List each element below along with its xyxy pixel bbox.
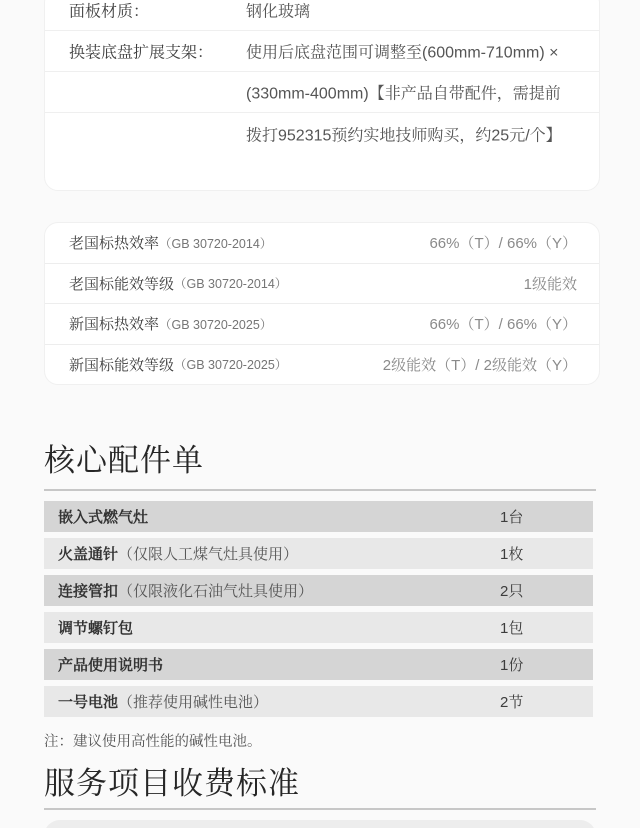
section-title-accessories: 核心配件单 — [44, 443, 204, 478]
spec-value: 拨打952315预约实地技师购买，约25元/个】 — [246, 127, 562, 144]
energy-label: 新国标能效等级 — [69, 356, 175, 374]
accessory-row — [44, 575, 593, 606]
accessory-row — [44, 649, 593, 680]
spec-row — [45, 31, 599, 72]
spec-value: 使用后底盘范围可调整至(600mm-710mm) × — [246, 44, 559, 62]
spec-row — [45, 0, 599, 31]
spec-row — [45, 72, 599, 113]
accessory-name: 调节螺钉包 — [58, 620, 134, 637]
section-divider — [44, 489, 596, 491]
accessory-name: 嵌入式燃气灶 — [58, 509, 149, 526]
energy-label: 新国标热效率 — [69, 316, 160, 334]
spec-card — [44, 0, 600, 191]
accessory-quantity: 1包 — [500, 620, 524, 637]
accessories-footnote: 注：建议使用高性能的碱性电池。 — [44, 734, 262, 750]
accessory-row — [44, 501, 593, 532]
accessory-row — [44, 686, 593, 717]
spec-row — [45, 113, 599, 154]
energy-row — [45, 264, 599, 305]
accessory-name: 连接管扣 — [58, 583, 119, 600]
accessory-quantity: 2节 — [500, 694, 524, 711]
energy-value: 66%（T）/ 66%（Y） — [429, 235, 577, 253]
energy-value: 1级能效 — [523, 275, 577, 293]
accessory-quantity: 1份 — [500, 657, 524, 674]
energy-standard: （GB 30720-2025） — [159, 317, 273, 332]
section-divider — [44, 808, 596, 810]
accessory-quantity: 1枚 — [500, 546, 524, 563]
energy-standard: （GB 30720-2014） — [174, 277, 288, 292]
energy-row — [45, 345, 599, 385]
energy-standard: （GB 30720-2025） — [174, 358, 288, 373]
accessory-quantity: 1台 — [500, 509, 524, 526]
spec-value: 钢化玻璃 — [246, 3, 311, 21]
energy-row — [45, 223, 599, 264]
spec-label: 面板材质： — [69, 3, 150, 21]
energy-efficiency-card — [44, 222, 600, 385]
energy-row — [45, 304, 599, 345]
accessory-note: （仅限人工煤气灶具使用） — [118, 546, 299, 563]
energy-value: 66%（T）/ 66%（Y） — [429, 316, 577, 334]
energy-label: 老国标热效率 — [69, 235, 160, 253]
spec-value: (330mm-400mm)【非产品自带配件，需提前 — [246, 85, 561, 103]
energy-label: 老国标能效等级 — [69, 275, 175, 293]
accessory-name: 产品使用说明书 — [58, 657, 164, 674]
spec-label: 换装底盘扩展支架： — [69, 44, 214, 62]
accessory-name: 火盖通针 — [58, 546, 119, 563]
accessories-table — [44, 501, 593, 723]
services-card-top — [44, 820, 596, 828]
accessory-note: （仅限液化石油气灶具使用） — [118, 583, 314, 600]
accessory-row — [44, 612, 593, 643]
energy-value: 2级能效（T）/ 2级能效（Y） — [382, 356, 577, 374]
accessory-row — [44, 538, 593, 569]
accessory-note: （推荐使用碱性电池） — [118, 694, 269, 711]
accessory-name: 一号电池 — [58, 694, 119, 711]
energy-standard: （GB 30720-2014） — [159, 236, 273, 251]
section-title-services: 服务项目收费标准 — [44, 766, 300, 801]
accessory-quantity: 2只 — [500, 583, 524, 600]
